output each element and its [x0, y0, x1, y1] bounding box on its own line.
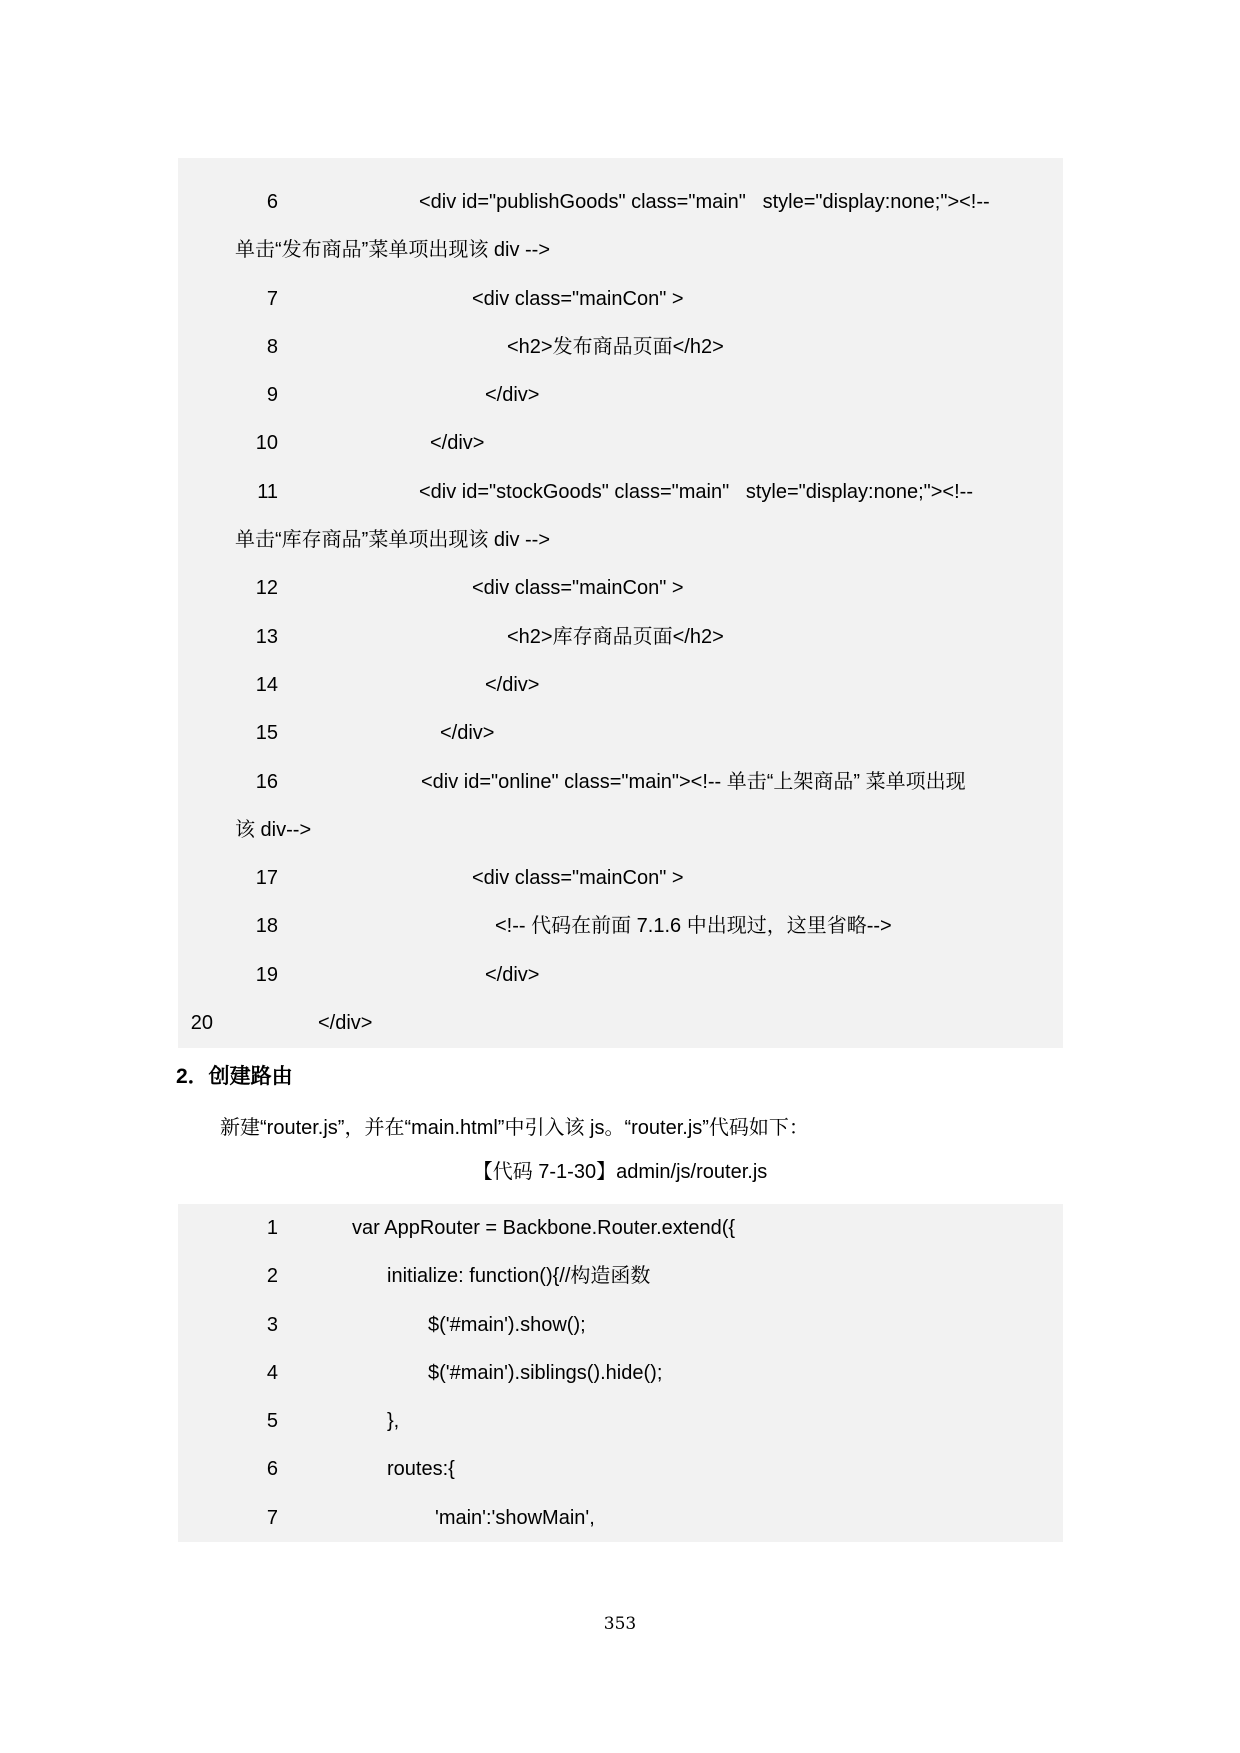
- code-line: [178, 275, 1063, 323]
- line-number: 8: [266, 335, 278, 358]
- code-line: [178, 419, 1063, 467]
- line-number: 4: [266, 1361, 278, 1384]
- code-text: $('#main').siblings().hide();: [428, 1361, 663, 1384]
- line-number: 17: [255, 867, 278, 890]
- code-line: [178, 1397, 1063, 1445]
- line-number: 9: [266, 384, 278, 407]
- code-text: <h2>库存商品页面</h2>: [507, 625, 724, 648]
- code-text: },: [387, 1410, 400, 1433]
- code-text: <div id="publishGoods" class="main" style="display:none;"><!--: [419, 191, 990, 213]
- code-text: </div>: [440, 722, 495, 745]
- code-line: [178, 999, 1063, 1047]
- code-text: </div>: [485, 963, 540, 986]
- code-caption: 【代码 7-1-30】admin/js/router.js: [472, 1161, 768, 1183]
- code-text: <div id="stockGoods" class="main" style="display:none;"><!--: [419, 480, 973, 503]
- code-block-html-listing: [178, 158, 1063, 1048]
- code-text: </div>: [430, 432, 485, 455]
- code-line: [178, 323, 1063, 371]
- code-text: <div class="mainCon" >: [472, 577, 684, 600]
- line-number: 14: [255, 673, 278, 696]
- code-line: [178, 758, 1063, 806]
- code-line: [178, 468, 1063, 516]
- code-line: [178, 1301, 1063, 1349]
- code-text: 单击“库存商品”菜单项出现该 div -->: [235, 529, 550, 552]
- line-number: 12: [255, 577, 278, 600]
- line-number: 7: [266, 1506, 278, 1529]
- code-text: 该 div-->: [235, 818, 312, 841]
- line-number: 6: [266, 191, 278, 213]
- line-number: 2: [266, 1265, 278, 1288]
- code-text: <div class="mainCon" >: [472, 867, 684, 890]
- code-text: 'main':'showMain',: [435, 1506, 595, 1529]
- code-line: [178, 613, 1063, 661]
- code-line: [178, 1445, 1063, 1493]
- code-text: <div id="online" class="main"><!-- 单击“上架商品” 菜单项出现: [421, 770, 966, 793]
- line-number: 11: [257, 480, 278, 503]
- line-number: 7: [266, 287, 278, 310]
- line-number: 16: [255, 770, 278, 793]
- code-text: </div>: [318, 1012, 373, 1035]
- line-number: 3: [266, 1313, 278, 1336]
- line-number: 19: [255, 963, 278, 986]
- code-line: [178, 564, 1063, 612]
- code-text: </div>: [485, 673, 540, 696]
- section-heading: 2．创建路由: [176, 1065, 293, 1088]
- code-text: var AppRouter = Backbone.Router.extend({: [352, 1217, 736, 1239]
- line-number: 10: [255, 432, 278, 455]
- code-text: <div class="mainCon" >: [472, 287, 684, 310]
- code-block-routerjs-listing: [178, 1204, 1063, 1542]
- line-number: 20: [190, 1012, 213, 1035]
- code-line: [178, 1494, 1063, 1542]
- code-text: initialize: function(){//构造函数: [387, 1265, 651, 1288]
- page-number: 353: [603, 1614, 637, 1634]
- code-line: [178, 226, 1063, 274]
- line-number: 13: [255, 625, 278, 648]
- line-number: 1: [266, 1217, 278, 1239]
- code-line: [178, 806, 1063, 854]
- line-number: 5: [266, 1410, 278, 1433]
- code-line: [178, 951, 1063, 999]
- code-text: routes:{: [387, 1458, 455, 1481]
- code-line: [178, 1204, 1063, 1252]
- line-number: 6: [266, 1458, 278, 1481]
- line-number: 15: [255, 722, 278, 745]
- code-line: [178, 709, 1063, 757]
- code-text: $('#main').show();: [428, 1313, 586, 1336]
- code-text: <h2>发布商品页面</h2>: [507, 335, 724, 358]
- code-line: [178, 854, 1063, 902]
- code-line: [178, 1349, 1063, 1397]
- code-line: [178, 516, 1063, 564]
- code-line: [178, 371, 1063, 419]
- body-paragraph: 新建“router.js”，并在“main.html”中引入该 js。“router.js”代码如下：: [220, 1117, 809, 1139]
- code-line: [178, 178, 1063, 226]
- code-line: [178, 661, 1063, 709]
- code-line: [178, 1252, 1063, 1300]
- code-text: </div>: [485, 384, 540, 407]
- line-number: 18: [255, 915, 278, 938]
- code-text: 单击“发布商品”菜单项出现该 div -->: [235, 239, 550, 262]
- code-text: <!-- 代码在前面 7.1.6 中出现过，这里省略-->: [495, 915, 892, 938]
- code-line: [178, 902, 1063, 950]
